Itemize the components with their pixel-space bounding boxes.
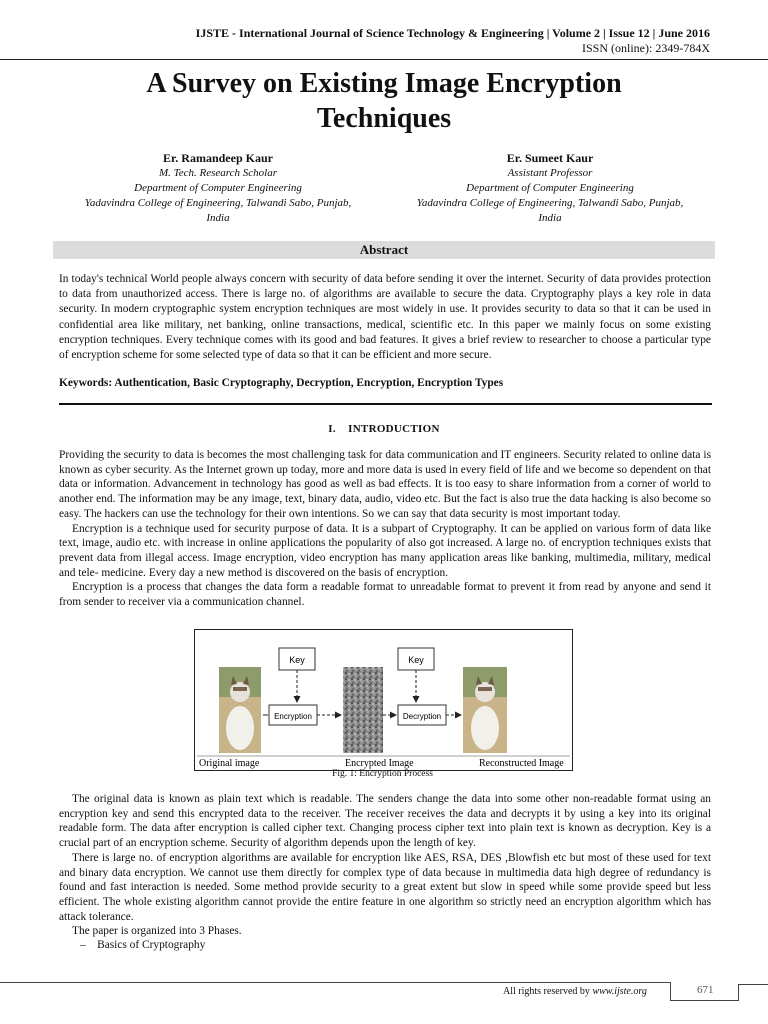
author-name: Er. Sumeet Kaur	[506, 151, 594, 165]
rights-text: All rights reserved by	[503, 986, 590, 997]
paragraph: The original data is known as plain text which is readable. The senders change the data into some other non-readable format using an encryption key and send this encrypted data to the receiver. The receiver receives the data and decrypts it by using a key into its original readable form. The data after encryption is called cipher text. Changing process cipher text into plain text is known as decryption. Key is a crucial part of an encryption scheme. Security of algorithm depends upon the length of key.	[59, 793, 711, 850]
footer-rights	[503, 986, 647, 997]
paper-title-line-2: Techniques	[316, 103, 452, 134]
footer-rule-right-top	[738, 984, 768, 985]
label-reconstructed: Reconstructed Image	[479, 758, 564, 769]
author-role: M. Tech. Research Scholar	[158, 167, 278, 179]
decryption-label: Decryption	[402, 712, 442, 721]
author-dept: Department of Computer Engineering	[466, 182, 634, 194]
paragraph: Providing the security to data is becomes the most challenging task for data communication and IT engineers. Security related to online data is known as cyber security. As the Internet grown up today, more and more data is used in every field of life and we become so dependent on that data or information. Advancement in technology has good as well as bad effects. It is too easy to share information from a corner of world to another end. The information may be any image, text, binary data, audio, video etc. But the fact is also true the data hacking is also become so easy. The hackers can use the technology for their own intentions. So we can say that data security is most important today.	[59, 449, 711, 520]
author-college: Yadavindra College of Engineering, Talwandi Sabo, Punjab,	[416, 197, 684, 209]
reconstructed-cat-image	[463, 667, 507, 753]
encryption-figure	[194, 629, 573, 771]
label-original: Original image	[199, 758, 260, 769]
issn-line: ISSN (online): 2349-784X	[582, 41, 710, 55]
author-country: India	[538, 212, 562, 224]
abstract-text: In today's technical World people always concern with security of data before sending it over the internet. Security of data provides protection to data from unauthorized access. There is large no. of algorithms are available to secure the data. Cryptography plays a key role in data security. In modern cryptographic system encryption techniques are most widely in use. It provides security to data so that it can be used in confidential area like military, net banking, online transactions, medical, scientific etc. In this paper we mainly focus on some existing encryption techniques. Every technique comes with its good and bad features. It gives a brief review to researcher to choose a particular type of encryption scheme for some selected type of data so that it can be efficient and more secure.	[59, 273, 711, 362]
paper-title-line-1: A Survey on Existing Image Encryption	[146, 68, 622, 99]
abstract-heading: Abstract	[53, 241, 715, 259]
section-heading	[0, 423, 768, 435]
footer-rule-right	[738, 984, 739, 1001]
encryption-label: Encryption	[274, 712, 312, 721]
header-rule	[0, 59, 768, 60]
figure-caption: Fig. 1: Encryption Process	[332, 769, 433, 779]
intro-text	[59, 448, 711, 610]
section-number: I.	[328, 423, 336, 435]
footer-rule	[0, 982, 670, 983]
footer-rule-lower	[670, 1000, 738, 1001]
author-name: Er. Ramandeep Kaur	[163, 151, 273, 165]
paragraph: The paper is organized into 3 Phases.	[72, 925, 242, 938]
bullet-text: Basics of Cryptography	[97, 939, 206, 951]
bullet-item	[80, 939, 205, 951]
paragraph: Encryption is a technique used for security purpose of data. It is a subpart of Cryptography. It can be applied on various form of data like text, image, audio etc. with increase in online applications the popularity of also got increased. A large no. of encryption techniques exists that prevent data from illegal access. Image encryption, video encryption has many application areas like banking, multimedia, military, medical and tele- medicine. Every day a new method is discovered on the basis of encryption.	[59, 522, 711, 579]
author-dept: Department of Computer Engineering	[134, 182, 302, 194]
abstract-rule	[59, 403, 712, 405]
site-link[interactable]: www.ijste.org	[592, 986, 647, 997]
author-block-2	[385, 151, 715, 226]
key-label-right: Key	[408, 655, 424, 665]
paper-title	[0, 66, 768, 136]
section-title: INTRODUCTION	[348, 423, 440, 435]
keywords: Keywords: Authentication, Basic Cryptography, Decryption, Encryption, Encryption Types	[59, 377, 504, 389]
author-role: Assistant Professor	[507, 167, 593, 179]
paragraph: There is large no. of encryption algorithms are available for encryption like AES, RSA, DES ,Blowfish etc but most of these used for text and binary data encryption. We cannot use them directly for complex type of data because in multimedia data high degree of redundancy is found and fast interaction is needed. Some method provide security to a great extent but slow in speed while some provide speed but less efficient. The whole existing algorithm cannot provide the entire feature in one algorithm so strictly need an encryption algorithm which has attack tolerance.	[59, 851, 711, 923]
paragraph: Encryption is a process that changes the data form a readable format to unreadable format to prevent it from read by anyone and send it from sender to receiver via a communication channel.	[59, 581, 711, 609]
encrypted-noise-image	[343, 667, 383, 753]
body-text	[59, 792, 711, 939]
bullet-dash: –	[80, 939, 86, 951]
page-number: 671	[697, 984, 714, 996]
journal-header: IJSTE - International Journal of Science Technology & Engineering | Volume 2 | Issue 12 | June 2016	[195, 26, 710, 40]
original-cat-image	[219, 667, 261, 753]
author-country: India	[206, 212, 230, 224]
author-college: Yadavindra College of Engineering, Talwandi Sabo, Punjab,	[84, 197, 352, 209]
author-block-1	[53, 151, 383, 226]
key-label-left: Key	[289, 655, 305, 665]
label-encrypted: Encrypted Image	[345, 758, 414, 769]
footer-rule-vertical	[670, 982, 671, 1000]
